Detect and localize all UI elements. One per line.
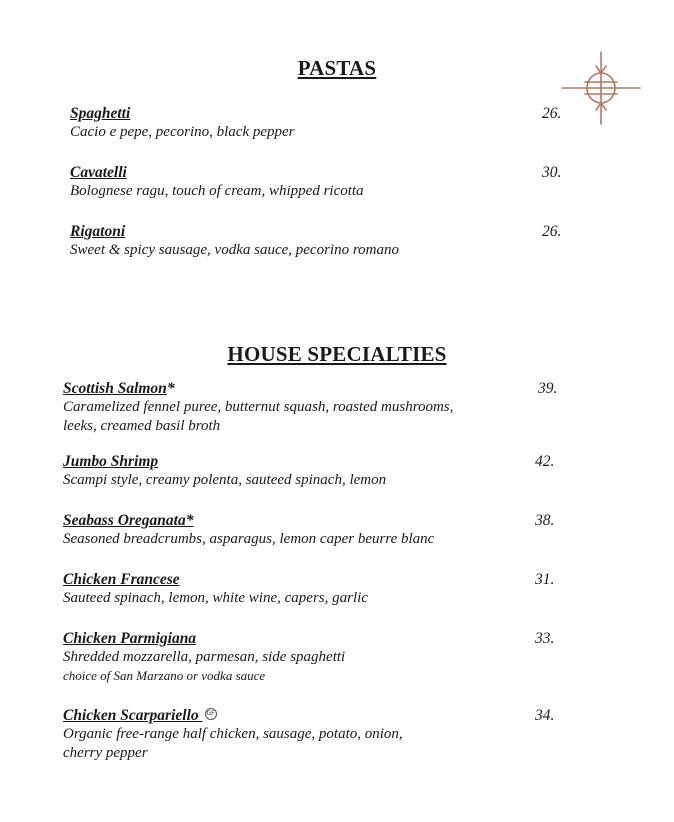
item-name: Chicken Parmigiana (63, 630, 197, 647)
item-name: Seabass Oreganata* (63, 512, 194, 529)
item-name: Chicken Francese (63, 571, 180, 588)
item-name: Scottish Salmon (63, 380, 167, 397)
menu-item (70, 222, 590, 260)
item-name: Cavatelli (70, 164, 127, 181)
item-description: Sauteed spinach, lemon, white wine, capers, garlic (63, 590, 368, 606)
menu-item (63, 379, 583, 436)
item-description: Caramelized fennel puree, butternut squash, roasted mushrooms, (63, 399, 454, 415)
item-name-suffix: * (166, 380, 175, 397)
menu-item (70, 104, 590, 142)
item-price: 38. (535, 512, 555, 529)
item-description: Sweet & spicy sausage, vodka sauce, pecorino romano (70, 242, 399, 258)
item-price: 30. (542, 164, 562, 181)
menu-item (63, 511, 583, 549)
item-price: 39. (538, 380, 558, 397)
menu-item (63, 570, 583, 608)
menu-item (63, 452, 583, 490)
item-name: Rigatoni (70, 223, 126, 240)
item-description: cherry pepper (63, 745, 148, 761)
gluten-free-icon: GF (205, 708, 217, 720)
item-name: Chicken Scarpariello (63, 707, 203, 724)
menu-item (63, 629, 583, 685)
item-price: 42. (535, 453, 555, 470)
item-price: 26. (542, 223, 562, 240)
item-price: 26. (542, 105, 562, 122)
item-price: 33. (535, 630, 555, 647)
item-name: Jumbo Shrimp (63, 453, 159, 470)
menu-item (70, 163, 590, 201)
pastas-heading: PASTAS (297, 56, 377, 80)
item-price: 34. (535, 707, 555, 724)
item-description: leeks, creamed basil broth (63, 418, 221, 434)
item-name: Spaghetti (70, 105, 131, 122)
item-description: Shredded mozzarella, parmesan, side spaghetti (63, 649, 346, 665)
item-description: Seasoned breadcrumbs, asparagus, lemon caper beurre blanc (63, 531, 435, 547)
house-specialties-heading: HOUSE SPECIALTIES (227, 342, 447, 366)
item-price: 31. (535, 571, 555, 588)
item-description: Bolognese ragu, touch of cream, whipped ricotta (70, 183, 364, 199)
menu-item (63, 706, 583, 763)
item-description: Cacio e pepe, pecorino, black pepper (70, 124, 295, 140)
item-note: choice of San Marzano or vodka sauce (63, 668, 266, 683)
item-description: Scampi style, creamy polenta, sauteed spinach, lemon (63, 472, 387, 488)
item-description: Organic free-range half chicken, sausage, potato, onion, (63, 726, 403, 742)
